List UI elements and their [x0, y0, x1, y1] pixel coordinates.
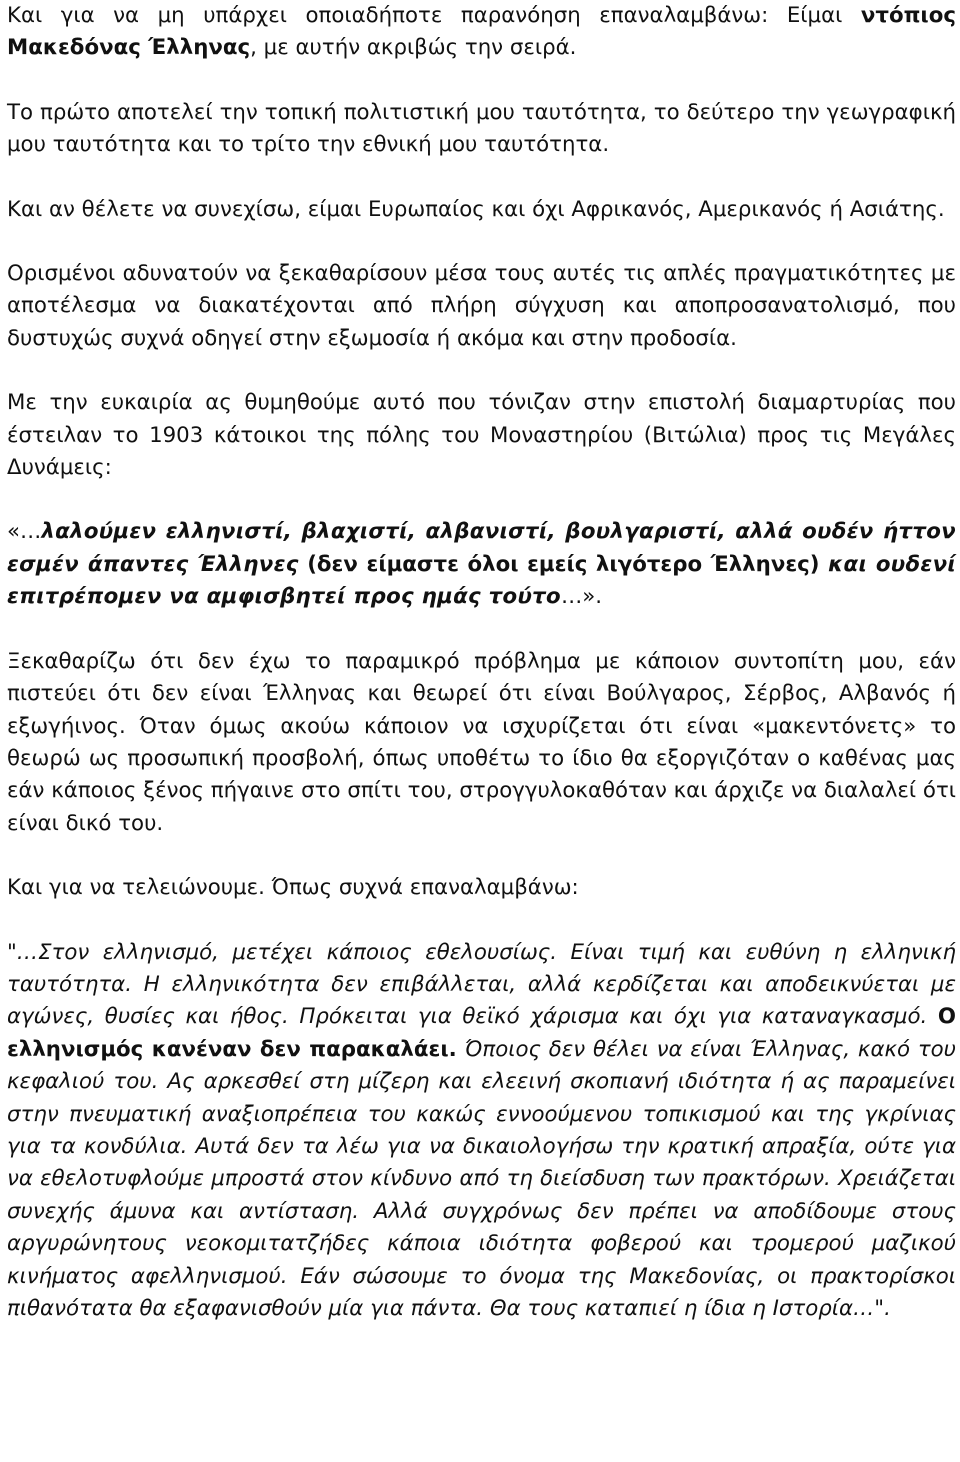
quote-part-2: και ουδενί επιτρέπομεν να αμφισβητεί προς ημάς τούτο	[7, 551, 956, 610]
identity-emphasis: ντόπιος Μακεδόνας Έλληνας	[7, 3, 956, 61]
paragraph-clarification: Ξεκαθαρίζω ότι δεν έχω το παραμικρό πρόβλημα με κάποιον συντοπίτη μου, εάν πιστεύει ότι δεν είναι Έλληνας και θεωρεί ότι είναι Βούλγαρος, Σέρβος, Αλβανός ή εξωγήινος. Όταν όμως ακούω κάποιον να ισχυρίζεται ότι είναι «μακεντόνετς» το θεωρώ ως προσωπική προσβολή, όπως υποθέτω το ίδιο θα εξοργιζόταν ο καθένας μας εάν κάποιος ξένος πήγαινε στο σπίτι του, στρογγυλοκαθόταν και άρχιζε να διαλαλεί ότι είναι δικό του.	[7, 648, 956, 836]
paragraph-identity: Το πρώτο αποτελεί την τοπική πολιτιστική μου ταυτότητα, το δεύτερο την γεωγραφική μου ταυτότητα και το τρίτο την εθνική μου ταυτότητα.	[7, 99, 956, 158]
intro-text-end: , με αυτήν ακριβώς την σειρά.	[250, 35, 577, 61]
paragraph-intro	[7, 0, 956, 65]
quote-close: …».	[560, 584, 603, 610]
closing-quote-start: "…Στον ελληνισμό, μετέχει κάποιος εθελουσίως. Είναι τιμή και ευθύνη η ελληνική ταυτότητα. Η ελληνικότητα δεν επιβάλλεται, αλλά κερδίζεται και αποδεικνύεται με αγώνες, θυσίες και ήθος. Πρόκειται για θεϊκό χάρισμα και όχι για καταναγκασμό.	[7, 939, 956, 1030]
paragraph-confusion: Ορισμένοι αδυνατούν να ξεκαθαρίσουν μέσα τους αυτές τις απλές πραγματικότητες με αποτέλεσμα να διακατέχονται από πλήρη σύγχυση και αποπροσανατολισμό, που δυστυχώς συχνά οδηγεί στην εξωμοσία ή ακόμα και στην προδοσία.	[7, 261, 956, 351]
intro-text: Και για να μη υπάρχει οποιαδήποτε παρανόηση επαναλαμβάνω: Είμαι	[7, 3, 861, 28]
quote-part-1: λαλούμεν ελληνιστί, βλαχιστί, αλβανιστί, βουλγαριστί, αλλά ουδέν ήττον εσμέν άπαντες Έλληνες	[7, 519, 956, 577]
paragraph-monastiri-letter: Με την ευκαιρία ας θυμηθούμε αυτό που τόνιζαν στην επιστολή διαμαρτυρίας που έστειλαν το 1903 κάτοικοι της πόλης του Μοναστηρίου (Βιτώλια) προς τις Μεγάλες Δυνάμεις:	[7, 390, 956, 481]
closing-quote-emphasis: Ο ελληνισμός κανέναν δεν παρακαλάει.	[7, 1004, 956, 1062]
closing-quote-end: Όποιος δεν θέλει να είναι Έλληνας, κακό του κεφαλιού του. Ας αρκεσθεί στη μίζερη και ελεεινή σκοπιανή ιδιότητα ή ας παραμείνει στην πνευματική αναξιοπρέπεια του κακώς εννοούμενου τοπικισμού και της γκρίνιας για τα κονδύλια. Αυτά δεν τα λέω για να δικαιολογήσω την κρατική απραξία, ούτε για να εθελοτυφλούμε μπροστά στον κίνδυνο από τη διείσδυση των πρακτόρων. Χρειάζεται συνεχής άμυνα και αντίσταση. Αλλά συγχρόνως δεν πρέπει να αποδίδουμε στους αργυρώνητους νεοκομιτατζήδες κάποια ιδιότητα φοβερού και τρομερού μαζικού κινήματος αφελληνισμού. Εάν σώσουμε το όνομα της Μακεδονίας, οι πρακτορίσκοι πιθανότατα θα εξαφανισθούν μία για πάντα. Θα τους καταπιεί η ίδια η Ιστορία…".	[7, 1036, 956, 1321]
quote-open: «…	[7, 519, 42, 545]
quote-1903	[7, 516, 956, 613]
quote-translation: (δεν είμαστε όλοι εμείς λιγότερο Έλληνες)	[298, 551, 829, 577]
closing-quote	[7, 937, 956, 1326]
paragraph-european: Και αν θέλετε να συνεχίσω, είμαι Ευρωπαίος και όχι Αφρικανός, Αμερικανός ή Ασιάτης.	[7, 196, 945, 222]
paragraph-closing-intro: Και για να τελειώνουμε. Όπως συχνά επαναλαμβάνω:	[7, 875, 579, 901]
